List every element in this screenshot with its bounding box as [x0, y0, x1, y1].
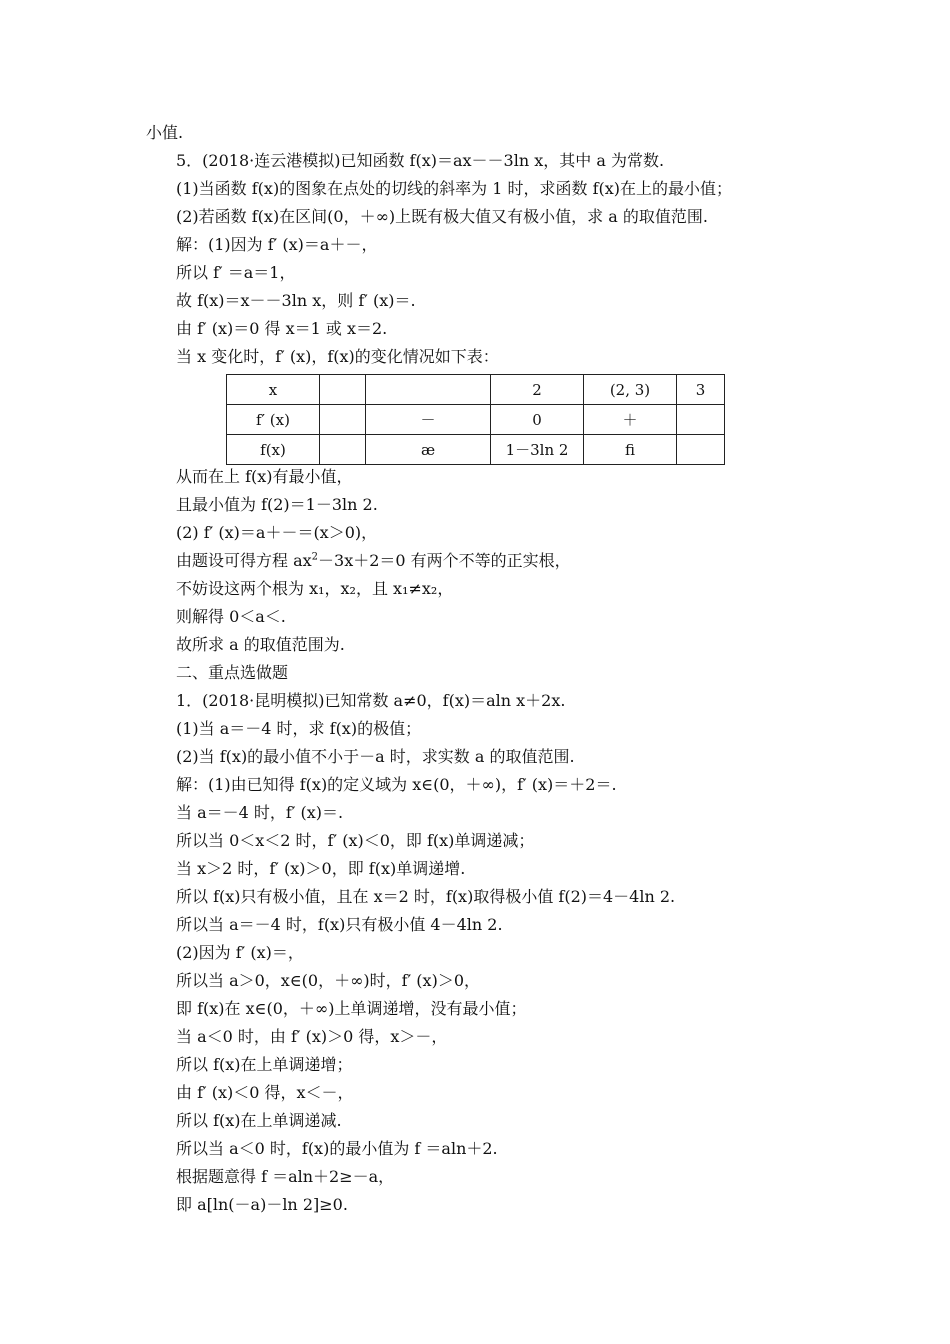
- text-line: 所以 f(x)在上单调递减.: [176, 1111, 342, 1130]
- section-heading: 二、重点选做题: [176, 663, 289, 682]
- text-line: 且最小值为 f(2)＝1－3ln 2.: [176, 495, 378, 514]
- text-line: 所以当 a＞0，x∈(0，＋∞)时，f′ (x)＞0，: [176, 971, 480, 990]
- table-cell: 1－3ln 2: [491, 435, 584, 465]
- text-line: (2) f′ (x)＝a＋－＝(x＞0)，: [176, 523, 378, 542]
- text-line: 由 f′ (x)＝0 得 x＝1 或 x＝2.: [176, 319, 388, 338]
- text-line: 当 a＝－4 时，f′ (x)＝.: [176, 803, 344, 822]
- table-row: [227, 375, 725, 405]
- table-cell: [320, 435, 366, 465]
- table-cell: f(x): [227, 435, 320, 465]
- text-line: 5．(2018·连云港模拟)已知函数 f(x)＝ax－－3ln x，其中 a 为常数.: [176, 151, 665, 170]
- exponent: 2: [311, 551, 319, 563]
- text-line: (1)当 a＝－4 时，求 f(x)的极值；: [176, 719, 422, 738]
- text-fragment: 由题设可得方程 ax: [176, 551, 312, 570]
- table-row: [227, 435, 725, 465]
- text-line: 所以 f(x)只有极小值，且在 x＝2 时，f(x)取得极小值 f(2)＝4－4ln 2.: [176, 887, 676, 906]
- text-line: (1)当函数 f(x)的图象在点处的切线的斜率为 1 时，求函数 f(x)在上的最小值；: [176, 179, 733, 198]
- table-cell: ＋: [584, 405, 677, 435]
- table-cell: [366, 375, 491, 405]
- table-cell: x: [227, 375, 320, 405]
- variation-table: [226, 374, 725, 465]
- text-line: 所以当 a＝－4 时，f(x)只有极小值 4－4ln 2.: [176, 915, 503, 934]
- table-cell: ﬁ: [584, 435, 677, 465]
- text-line: 故 f(x)＝x－－3ln x，则 f′ (x)＝.: [176, 291, 416, 310]
- text-line: 当 x 变化时，f′ (x)，f(x)的变化情况如下表：: [176, 347, 499, 366]
- text-line: 根据题意得 f ＝aln＋2≥－a，: [176, 1167, 395, 1186]
- text-line: 不妨设这两个根为 x₁，x₂，且 x₁≠x₂，: [176, 579, 454, 598]
- text-line: 由 f′ (x)＜0 得，x＜－，: [176, 1083, 354, 1102]
- table-cell: f′ (x): [227, 405, 320, 435]
- text-line: 所以当 0＜x＜2 时，f′ (x)＜0，即 f(x)单调递减；: [176, 831, 535, 850]
- table-cell: [320, 375, 366, 405]
- text-line: 解：(1)由已知得 f(x)的定义域为 x∈(0，＋∞)，f′ (x)＝＋2＝.: [176, 775, 617, 794]
- text-line: 即 a[ln(－a)－ln 2]≥0.: [176, 1195, 348, 1214]
- table-cell: [320, 405, 366, 435]
- text-line: 1．(2018·昆明模拟)已知常数 a≠0，f(x)＝aln x＋2x.: [176, 691, 566, 710]
- equation-line: [176, 550, 571, 572]
- text-line: (2)当 f(x)的最小值不小于－a 时，求实数 a 的取值范围.: [176, 747, 575, 766]
- text-line: 所以 f(x)在上单调递增；: [176, 1055, 353, 1074]
- table-cell: 0: [491, 405, 584, 435]
- table-row: [227, 405, 725, 435]
- table-cell: －: [366, 405, 491, 435]
- text-line: 当 a＜0 时，由 f′ (x)＞0 得，x＞－，: [176, 1027, 448, 1046]
- text-line: 从而在上 f(x)有最小值，: [176, 467, 353, 486]
- table-cell: æ: [366, 435, 491, 465]
- text-line: 则解得 0＜a＜.: [176, 607, 286, 626]
- text-fragment: －3x＋2＝0 有两个不等的正实根，: [318, 551, 571, 570]
- text-line: 即 f(x)在 x∈(0，＋∞)上单调递增，没有最小值；: [176, 999, 527, 1018]
- text-line: 当 x＞2 时，f′ (x)＞0，即 f(x)单调递增.: [176, 859, 466, 878]
- table-cell: [677, 435, 725, 465]
- text-line: 小值.: [146, 123, 184, 142]
- table-cell: (2, 3): [584, 375, 677, 405]
- table-cell: 2: [491, 375, 584, 405]
- text-line: 故所求 a 的取值范围为.: [176, 635, 345, 654]
- text-line: (2)若函数 f(x)在区间(0，＋∞)上既有极大值又有极小值，求 a 的取值范围.: [176, 207, 708, 226]
- text-line: (2)因为 f′ (x)＝，: [176, 943, 304, 962]
- text-line: 解：(1)因为 f′ (x)＝a＋－，: [176, 235, 378, 254]
- text-line: 所以 f′ ＝a＝1，: [176, 263, 296, 282]
- table-cell: 3: [677, 375, 725, 405]
- text-line: 所以当 a＜0 时，f(x)的最小值为 f ＝aln＋2.: [176, 1139, 498, 1158]
- table-cell: [677, 405, 725, 435]
